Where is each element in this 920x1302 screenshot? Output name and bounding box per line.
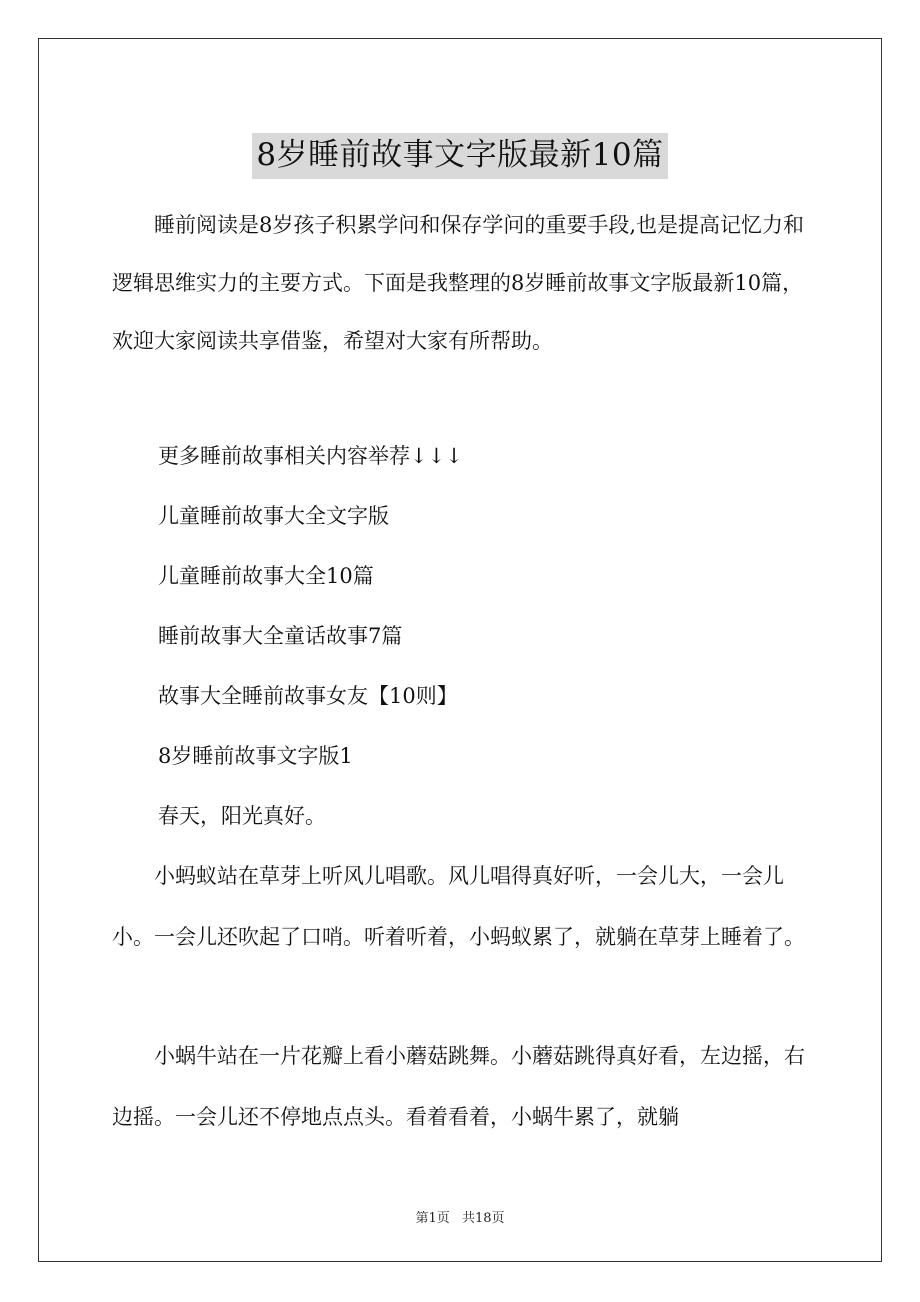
page-number: 第1页: [415, 1211, 450, 1226]
title-container: [0, 112, 920, 200]
story-paragraph-2-text: 小蚂蚁站在草芽上听风儿唱歌。风儿唱得真好听，一会儿大，一会儿小。一会儿还吹起了口哨。听着听着，小蚂蚁累了，就躺在草芽上睡着了。: [112, 864, 805, 949]
recommend-link-4[interactable]: 故事大全睡前故事女友【10则】: [158, 684, 458, 708]
recommend-link-2[interactable]: 儿童睡前故事大全10篇: [158, 564, 374, 588]
recommend-header: 更多睡前故事相关内容举荐↓↓↓: [158, 444, 463, 468]
story-paragraph-2: [112, 846, 812, 968]
intro-text: 睡前阅读是8岁孩子积累学问和保存学问的重要手段,也是提高记忆力和逻辑思维实力的主要方式。下面是我整理的8岁睡前故事文字版最新10篇，欢迎大家阅读共享借鉴，希望对大家有所帮助。: [112, 213, 805, 353]
page-footer: [0, 1207, 920, 1226]
recommend-link-1[interactable]: 儿童睡前故事大全文字版: [158, 504, 389, 528]
page-total: 共18页: [461, 1211, 505, 1226]
story-paragraph-1: 春天，阳光真好。: [158, 804, 326, 828]
section-title: 8岁睡前故事文字版1: [158, 744, 353, 768]
story-paragraph-3-text: 小蜗牛站在一片花瓣上看小蘑菇跳舞。小蘑菇跳得真好看，左边摇，右边摇。一会儿还不停地点点头。看着看着，小蜗牛累了，就躺: [112, 1044, 805, 1129]
recommend-link-3[interactable]: 睡前故事大全童话故事7篇: [158, 624, 403, 648]
intro-paragraph: [112, 196, 812, 370]
story-paragraph-3: [112, 1026, 812, 1148]
document-title: 8岁睡前故事文字版最新10篇: [252, 133, 667, 179]
